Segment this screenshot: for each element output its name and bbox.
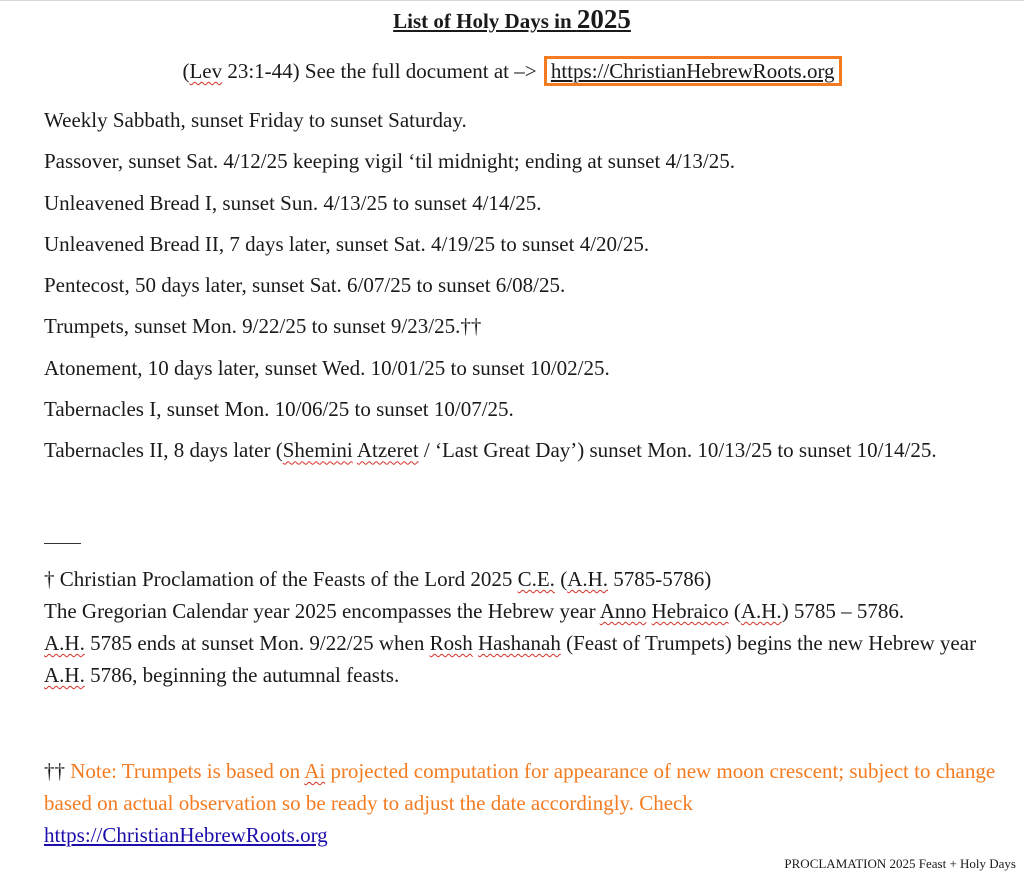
note-line-2 — [44, 595, 1004, 627]
page-footer: PROCLAMATION 2025 Feast + Holy Days — [784, 856, 1016, 871]
holiday-item: Unleavened Bread II, 7 days later, sunset Sat. 4/19/25 to sunset 4/20/25. — [44, 231, 650, 256]
title-year: 2025 — [576, 4, 631, 34]
note3-b: (Feast of Trumpets) begins the new Hebrew year — [560, 631, 977, 655]
footnote-post: projected computation for appearance of new moon crescent; subject to change based on actual observation so be ready to adjust the date accordingly. Check — [44, 759, 996, 815]
holiday-item: Trumpets, sunset Mon. 9/22/25 to sunset 9/23/25.†† — [44, 314, 482, 339]
note-line-3 — [44, 627, 1004, 691]
holiday-item: Unleavened Bread I, sunset Sun. 4/13/25 to sunset 4/14/25. — [44, 190, 542, 215]
title-text: List of Holy Days in — [393, 9, 577, 33]
note3-hashanah: Hashanah — [478, 631, 561, 655]
holiday-item: Weekly Sabbath, sunset Friday to sunset Saturday. — [44, 108, 467, 132]
note1-mid: ( — [554, 567, 568, 591]
holiday-item: Atonement, 10 days later, sunset Wed. 10/01/25 to sunset 10/02/25. — [44, 355, 610, 380]
note3-ah2: A.H. — [44, 663, 85, 687]
tab2-atzeret: Atzeret — [356, 438, 419, 463]
footnote-daggers: †† — [44, 759, 71, 783]
subtitle-open-paren: ( — [182, 59, 190, 83]
notes — [44, 563, 1004, 691]
note-line-1 — [44, 563, 1004, 595]
note1-post: 5785-5786) — [608, 567, 712, 591]
note2-pre: The Gregorian Calendar year 2025 encompasses the Hebrew year — [44, 599, 600, 623]
note2-anno: Anno — [599, 599, 647, 623]
note3-rosh: Rosh — [429, 631, 473, 655]
footnote-ai: Ai — [304, 759, 326, 783]
footnote-note — [44, 759, 995, 815]
page-title — [0, 4, 1024, 35]
note3-a: 5785 ends at sunset Mon. 9/22/25 when — [84, 631, 430, 655]
note1-ce: C.E. — [517, 567, 555, 591]
subtitle-lev: Lev — [189, 59, 223, 83]
subtitle-link[interactable]: https://ChristianHebrewRoots.org — [544, 56, 842, 86]
tab2-post: / ‘Last Great Day’) sunset Mon. 10/13/25 to sunset 10/14/25. — [418, 438, 937, 463]
section-divider — [44, 543, 81, 544]
note3-c: 5786, beginning the autumnal feasts. — [84, 663, 400, 687]
holiday-item: Passover, sunset Sat. 4/12/25 keeping vigil ‘til midnight; ending at sunset 4/13/25. — [44, 149, 735, 174]
footnote — [44, 755, 1004, 851]
holiday-item: Tabernacles I, sunset Mon. 10/06/25 to sunset 10/07/25. — [44, 397, 514, 422]
holiday-list — [44, 100, 1004, 472]
tab2-shemini: Shemini — [282, 438, 353, 463]
footnote-link[interactable]: https://ChristianHebrewRoots.org — [44, 823, 328, 847]
tab2-pre: Tabernacles II, 8 days later ( — [44, 438, 283, 463]
note1-ah: A.H. — [567, 567, 609, 591]
footnote-pre: Note: Trumpets is based on — [70, 759, 305, 783]
holiday-item: Pentecost, 50 days later, sunset Sat. 6/07/25 to sunset 6/08/25. — [44, 273, 566, 298]
note1-pre: † Christian Proclamation of the Feasts of the Lord 2025 — [44, 567, 518, 591]
note2-post: ) 5785 – 5786. — [781, 599, 905, 623]
note2-mid: ( — [728, 599, 741, 623]
note2-ah: A.H. — [740, 599, 782, 623]
note3-ah: A.H. — [44, 631, 85, 655]
subtitle — [0, 56, 1024, 86]
holiday-item-tabernacles-2 — [44, 430, 1004, 471]
note2-hebraico: Hebraico — [651, 599, 729, 623]
top-border — [0, 0, 1024, 1]
subtitle-text: 23:1-44) See the full document at –> — [222, 59, 542, 83]
